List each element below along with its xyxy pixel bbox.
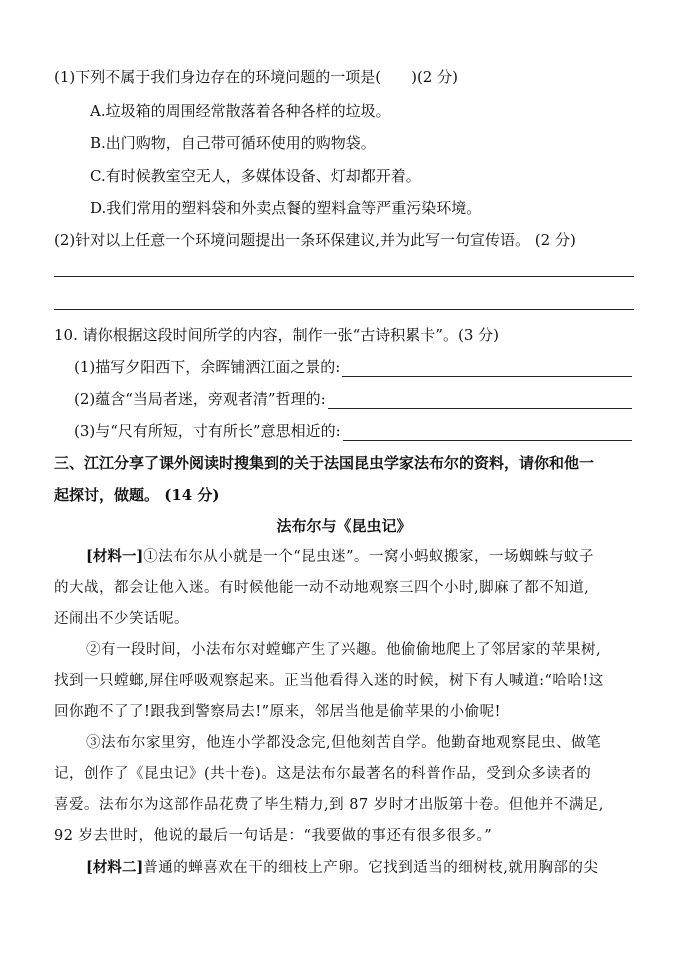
q10-item1-blank[interactable] (342, 360, 632, 377)
q10-item3-blank[interactable] (343, 424, 632, 441)
m1-p1-line3: 还闹出不少笑话呢。 (54, 611, 189, 627)
q10-item1 (74, 356, 632, 377)
m1-p3-line2: 记，创作了《昆虫记》(共十卷)。这是法布尔最著名的科普作品，受到众多读者的 (54, 766, 592, 782)
m1-p2-line2: 找到一只螳螂,屏住呼吸观察起来。正当他看得入迷的时候，树下有人喊道:“哈哈!这 (54, 673, 604, 689)
q10-item3 (74, 420, 632, 441)
m1-p1-line2: 的大战，都会让他入迷。有时候他能一动不动地观察三四个小时,脚麻了都不知道, (54, 580, 590, 596)
material-1-label: [材料一] (86, 548, 144, 565)
material-2-label: [材料二] (86, 859, 144, 876)
answer-line-1[interactable] (54, 276, 634, 277)
m1-p2-line3: 回你跑不了了!跟我到警察局去!”原来，邻居当他是偷苹果的小偷呢! (54, 704, 501, 720)
m1-p3-line3: 喜爱。法布尔为这部作品花费了毕生精力,到 87 岁时才出版第十卷。但他并不满足, (54, 797, 604, 813)
m1-p3-line1: ③法布尔家里穷，他连小学都没念完,但他刻苦自学。他勤奋地观察昆虫、做笔 (86, 735, 602, 751)
q10-item2-blank[interactable] (328, 392, 632, 409)
material-1 (54, 541, 634, 884)
answer-line-2[interactable] (54, 309, 634, 310)
q9-option-c: C.有时候教室空无人，多媒体设备、灯却都开着。 (90, 167, 421, 185)
q10-item3-label: (3)与“尺有所短，寸有所长”意思相近的: (74, 422, 341, 440)
q10-item1-label: (1)描写夕阳西下，余晖铺洒江面之景的: (74, 358, 341, 376)
m1-p1-line1: ①法布尔从小就是一个“昆虫迷”。一窝小蚂蚁搬家，一场蜘蛛与蚊子 (143, 549, 595, 565)
q10-item2-label: (2)蕴含“当局者迷，旁观者清”哲理的: (74, 390, 326, 408)
m2-line1: 普通的蝉喜欢在干的细枝上产卵。它找到适当的细树枝,就用胸部的尖 (143, 860, 599, 876)
q10-stem: 10. 请你根据这段时间所学的内容，制作一张“古诗积累卡”。(3 分) (54, 326, 499, 344)
article-title: 法布尔与《昆虫记》 (276, 517, 412, 535)
section3-line2-text: 起探讨，做题。 (14 分) (54, 486, 220, 504)
q9-part2: (2)针对以上任意一个环境问题提出一条环保建议,并为此写一句宣传语。 (2 分) (54, 231, 576, 249)
q9-part1: (1)下列不属于我们身边存在的环境问题的一项是( )(2 分) (54, 68, 458, 86)
m1-p3-line4: 92 岁去世时，他说的最后一句话是：“我要做的事还有很多很多。” (54, 828, 493, 844)
q9-option-b: B.出门购物，自己带可循环使用的购物袋。 (90, 134, 376, 152)
section3-line1: 三、江江分享了课外阅读时搜集到的关于法国昆虫学家法布尔的资料，请你和他一 (54, 454, 595, 472)
m1-p2-line1: ②有一段时间，小法布尔对螳螂产生了兴趣。他偷偷地爬上了邻居家的苹果树, (86, 642, 602, 658)
q10-item2 (74, 388, 632, 409)
q9-option-a: A.垃圾箱的周围经常散落着各种各样的垃圾。 (90, 102, 391, 120)
q9-option-d: D.我们常用的塑料袋和外卖点餐的塑料盒等严重污染环境。 (90, 199, 482, 217)
section3-line2 (54, 484, 634, 506)
